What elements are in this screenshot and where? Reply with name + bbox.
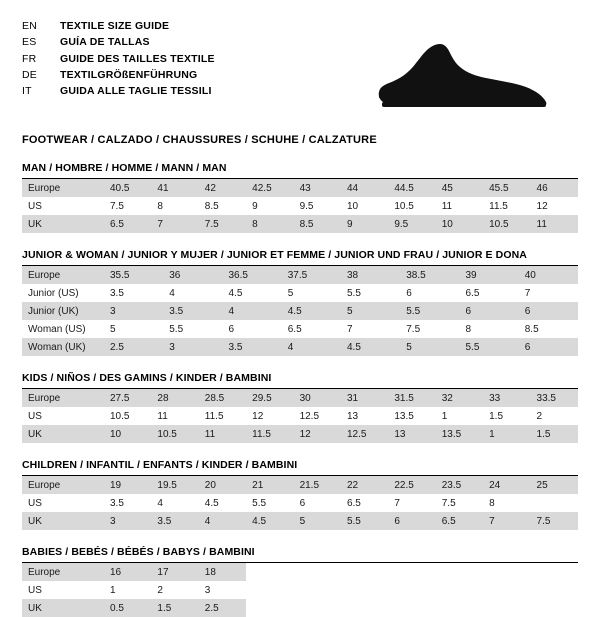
table-row bbox=[22, 302, 578, 320]
cell: 7.5 bbox=[400, 320, 459, 338]
row-label: US bbox=[22, 581, 104, 599]
cell: 42.5 bbox=[246, 179, 293, 197]
row-label: US bbox=[22, 407, 104, 425]
cell: 9.5 bbox=[388, 215, 435, 233]
cell: 10 bbox=[104, 425, 151, 443]
row-label: Woman (US) bbox=[22, 320, 104, 338]
cell: 4.5 bbox=[341, 338, 400, 356]
cell: 1 bbox=[483, 425, 530, 443]
cell bbox=[531, 494, 578, 512]
cell: 12 bbox=[531, 197, 578, 215]
cell: 22.5 bbox=[388, 476, 435, 494]
cell: 1 bbox=[436, 407, 483, 425]
cell bbox=[483, 563, 530, 581]
cell: 1.5 bbox=[531, 425, 578, 443]
table-row bbox=[22, 425, 578, 443]
cell: 9.5 bbox=[294, 197, 341, 215]
cell bbox=[531, 599, 578, 617]
cell: 13 bbox=[388, 425, 435, 443]
cell: 4 bbox=[199, 512, 246, 530]
language-code: EN bbox=[22, 20, 37, 32]
cell: 30 bbox=[294, 389, 341, 407]
cell: 43 bbox=[294, 179, 341, 197]
cell: 6 bbox=[519, 302, 578, 320]
cell: 6.5 bbox=[460, 284, 519, 302]
cell: 3.5 bbox=[223, 338, 282, 356]
cell: 40.5 bbox=[104, 179, 151, 197]
dress-shoe-icon bbox=[370, 36, 560, 114]
cell: 10.5 bbox=[388, 197, 435, 215]
cell: 11 bbox=[436, 197, 483, 215]
row-label: Woman (UK) bbox=[22, 338, 104, 356]
cell: 8 bbox=[151, 197, 198, 215]
cell bbox=[341, 599, 388, 617]
cell bbox=[246, 599, 293, 617]
cell bbox=[294, 599, 341, 617]
cell: 40 bbox=[519, 266, 578, 284]
cell: 11.5 bbox=[199, 407, 246, 425]
table-row bbox=[22, 494, 578, 512]
cell: 6 bbox=[294, 494, 341, 512]
cell: 3.5 bbox=[104, 494, 151, 512]
cell bbox=[341, 563, 388, 581]
cell: 46 bbox=[531, 179, 578, 197]
cell: 45.5 bbox=[483, 179, 530, 197]
language-title: GUÍA DE TALLAS bbox=[60, 36, 150, 49]
cell: 13.5 bbox=[436, 425, 483, 443]
cell: 39 bbox=[460, 266, 519, 284]
cell: 13 bbox=[341, 407, 388, 425]
cell: 9 bbox=[246, 197, 293, 215]
cell bbox=[436, 581, 483, 599]
table-row bbox=[22, 215, 578, 233]
cell: 5.5 bbox=[341, 284, 400, 302]
cell: 35.5 bbox=[104, 266, 163, 284]
cell: 31 bbox=[341, 389, 388, 407]
cell: 6 bbox=[519, 338, 578, 356]
cell: 7.5 bbox=[199, 215, 246, 233]
cell: 1.5 bbox=[151, 599, 198, 617]
cell bbox=[388, 581, 435, 599]
row-label: Junior (US) bbox=[22, 284, 104, 302]
table-row bbox=[22, 563, 578, 581]
language-row bbox=[22, 18, 215, 34]
cell: 6 bbox=[400, 284, 459, 302]
cell: 10.5 bbox=[151, 425, 198, 443]
language-code: FR bbox=[22, 52, 37, 65]
language-code: IT bbox=[22, 85, 32, 98]
row-label: UK bbox=[22, 215, 104, 233]
section-title: KIDS / NIÑOS / DES GAMINS / KINDER / BAMBINI bbox=[22, 372, 578, 389]
language-title: TEXTILGRÖßENFÜHRUNG bbox=[60, 68, 198, 81]
section-title: CHILDREN / INFANTIL / ENFANTS / KINDER / BAMBINI bbox=[22, 459, 578, 476]
cell: 42 bbox=[199, 179, 246, 197]
cell: 6.5 bbox=[104, 215, 151, 233]
cell bbox=[388, 599, 435, 617]
cell: 2 bbox=[531, 407, 578, 425]
cell: 44 bbox=[341, 179, 388, 197]
cell: 5 bbox=[294, 512, 341, 530]
cell: 7 bbox=[151, 215, 198, 233]
section-title: MAN / HOMBRE / HOMME / MANN / MAN bbox=[22, 162, 578, 179]
row-label: UK bbox=[22, 599, 104, 617]
cell: 5.5 bbox=[246, 494, 293, 512]
language-title-list bbox=[22, 18, 215, 99]
cell: 4.5 bbox=[199, 494, 246, 512]
cell: 10 bbox=[341, 197, 388, 215]
table-row bbox=[22, 338, 578, 356]
cell: 13.5 bbox=[388, 407, 435, 425]
cell: 12 bbox=[246, 407, 293, 425]
row-label: US bbox=[22, 494, 104, 512]
cell: 23.5 bbox=[436, 476, 483, 494]
cell: 5 bbox=[341, 302, 400, 320]
cell bbox=[341, 581, 388, 599]
cell: 19 bbox=[104, 476, 151, 494]
cell bbox=[246, 581, 293, 599]
cell: 11 bbox=[151, 407, 198, 425]
cell bbox=[246, 563, 293, 581]
row-label: US bbox=[22, 197, 104, 215]
cell: 7 bbox=[519, 284, 578, 302]
table-row bbox=[22, 389, 578, 407]
table-row bbox=[22, 266, 578, 284]
row-label: UK bbox=[22, 512, 104, 530]
cell: 10 bbox=[436, 215, 483, 233]
table-row bbox=[22, 512, 578, 530]
size-table-kids bbox=[22, 389, 578, 443]
cell: 29.5 bbox=[246, 389, 293, 407]
section-children bbox=[22, 459, 578, 530]
cell: 38 bbox=[341, 266, 400, 284]
cell: 7 bbox=[388, 494, 435, 512]
cell: 5 bbox=[400, 338, 459, 356]
cell bbox=[436, 563, 483, 581]
cell: 24 bbox=[483, 476, 530, 494]
cell: 44.5 bbox=[388, 179, 435, 197]
cell: 4 bbox=[151, 494, 198, 512]
cell: 11 bbox=[199, 425, 246, 443]
row-label: Europe bbox=[22, 389, 104, 407]
cell: 4.5 bbox=[223, 284, 282, 302]
cell: 5 bbox=[282, 284, 341, 302]
cell: 6 bbox=[388, 512, 435, 530]
cell: 3.5 bbox=[104, 284, 163, 302]
cell: 27.5 bbox=[104, 389, 151, 407]
table-row bbox=[22, 407, 578, 425]
cell: 16 bbox=[104, 563, 151, 581]
cell: 8.5 bbox=[199, 197, 246, 215]
cell: 22 bbox=[341, 476, 388, 494]
size-table-babies bbox=[22, 563, 578, 617]
cell: 31.5 bbox=[388, 389, 435, 407]
language-row bbox=[22, 83, 215, 99]
cell: 21.5 bbox=[294, 476, 341, 494]
cell: 4 bbox=[223, 302, 282, 320]
language-row bbox=[22, 34, 215, 50]
language-title: GUIDE DES TAILLES TEXTILE bbox=[60, 52, 215, 65]
cell bbox=[294, 581, 341, 599]
header bbox=[22, 18, 578, 118]
cell: 7 bbox=[483, 512, 530, 530]
table-row bbox=[22, 197, 578, 215]
size-table-children bbox=[22, 476, 578, 530]
cell: 3 bbox=[163, 338, 222, 356]
cell: 7.5 bbox=[436, 494, 483, 512]
cell: 12.5 bbox=[294, 407, 341, 425]
cell: 3.5 bbox=[163, 302, 222, 320]
cell: 6 bbox=[223, 320, 282, 338]
cell: 12.5 bbox=[341, 425, 388, 443]
cell: 2 bbox=[151, 581, 198, 599]
cell: 4 bbox=[163, 284, 222, 302]
cell: 1 bbox=[104, 581, 151, 599]
table-row bbox=[22, 179, 578, 197]
cell: 25 bbox=[531, 476, 578, 494]
cell: 33 bbox=[483, 389, 530, 407]
cell: 4 bbox=[282, 338, 341, 356]
size-table-junior-woman bbox=[22, 266, 578, 356]
cell: 8.5 bbox=[294, 215, 341, 233]
cell: 6 bbox=[460, 302, 519, 320]
cell: 9 bbox=[341, 215, 388, 233]
cell: 32 bbox=[436, 389, 483, 407]
section-junior-woman bbox=[22, 249, 578, 356]
cell: 8 bbox=[460, 320, 519, 338]
table-row bbox=[22, 599, 578, 617]
cell: 8 bbox=[483, 494, 530, 512]
cell: 6.5 bbox=[436, 512, 483, 530]
cell: 8.5 bbox=[519, 320, 578, 338]
section-kids bbox=[22, 372, 578, 443]
cell: 8 bbox=[246, 215, 293, 233]
cell: 4.5 bbox=[246, 512, 293, 530]
cell: 7.5 bbox=[531, 512, 578, 530]
cell: 6.5 bbox=[341, 494, 388, 512]
size-table-man bbox=[22, 179, 578, 233]
table-row bbox=[22, 581, 578, 599]
cell bbox=[436, 599, 483, 617]
section-babies bbox=[22, 546, 578, 617]
cell: 3 bbox=[104, 302, 163, 320]
language-row bbox=[22, 51, 215, 67]
cell: 11.5 bbox=[483, 197, 530, 215]
language-title: TEXTILE SIZE GUIDE bbox=[60, 20, 170, 32]
row-label: UK bbox=[22, 425, 104, 443]
cell: 1.5 bbox=[483, 407, 530, 425]
language-code: DE bbox=[22, 68, 37, 81]
cell: 3 bbox=[199, 581, 246, 599]
row-label: Europe bbox=[22, 179, 104, 197]
cell: 2.5 bbox=[199, 599, 246, 617]
cell: 20 bbox=[199, 476, 246, 494]
row-label: Europe bbox=[22, 266, 104, 284]
cell bbox=[388, 563, 435, 581]
language-title: GUIDA ALLE TAGLIE TESSILI bbox=[60, 85, 212, 98]
language-row bbox=[22, 67, 215, 83]
cell: 7 bbox=[341, 320, 400, 338]
cell: 41 bbox=[151, 179, 198, 197]
row-label: Junior (UK) bbox=[22, 302, 104, 320]
cell: 10.5 bbox=[104, 407, 151, 425]
table-row bbox=[22, 476, 578, 494]
cell: 5.5 bbox=[460, 338, 519, 356]
cell: 21 bbox=[246, 476, 293, 494]
cell: 5 bbox=[104, 320, 163, 338]
section-title: BABIES / BEBÉS / BÉBÉS / BABYS / BAMBINI bbox=[22, 546, 578, 563]
cell: 3.5 bbox=[151, 512, 198, 530]
cell: 17 bbox=[151, 563, 198, 581]
cell: 18 bbox=[199, 563, 246, 581]
cell: 6.5 bbox=[282, 320, 341, 338]
cell: 5.5 bbox=[163, 320, 222, 338]
cell: 4.5 bbox=[282, 302, 341, 320]
cell: 10.5 bbox=[483, 215, 530, 233]
table-row bbox=[22, 284, 578, 302]
cell: 28 bbox=[151, 389, 198, 407]
cell bbox=[483, 581, 530, 599]
cell bbox=[531, 581, 578, 599]
cell: 0.5 bbox=[104, 599, 151, 617]
cell: 36.5 bbox=[223, 266, 282, 284]
cell: 37.5 bbox=[282, 266, 341, 284]
cell: 33.5 bbox=[531, 389, 578, 407]
cell bbox=[483, 599, 530, 617]
cell: 11 bbox=[531, 215, 578, 233]
section-man bbox=[22, 162, 578, 233]
language-code: ES bbox=[22, 36, 37, 49]
cell: 38.5 bbox=[400, 266, 459, 284]
cell: 19.5 bbox=[151, 476, 198, 494]
row-label: Europe bbox=[22, 563, 104, 581]
table-row bbox=[22, 320, 578, 338]
section-title: JUNIOR & WOMAN / JUNIOR Y MUJER / JUNIOR ET FEMME / JUNIOR UND FRAU / JUNIOR E DONA bbox=[22, 249, 578, 266]
cell: 11.5 bbox=[246, 425, 293, 443]
cell: 5.5 bbox=[341, 512, 388, 530]
cell bbox=[531, 563, 578, 581]
cell bbox=[294, 563, 341, 581]
footwear-category-title: FOOTWEAR / CALZADO / CHAUSSURES / SCHUHE / CALZATURE bbox=[22, 134, 377, 146]
cell: 5.5 bbox=[400, 302, 459, 320]
cell: 12 bbox=[294, 425, 341, 443]
cell: 45 bbox=[436, 179, 483, 197]
cell: 28.5 bbox=[199, 389, 246, 407]
cell: 36 bbox=[163, 266, 222, 284]
row-label: Europe bbox=[22, 476, 104, 494]
cell: 3 bbox=[104, 512, 151, 530]
cell: 2.5 bbox=[104, 338, 163, 356]
cell: 7.5 bbox=[104, 197, 151, 215]
